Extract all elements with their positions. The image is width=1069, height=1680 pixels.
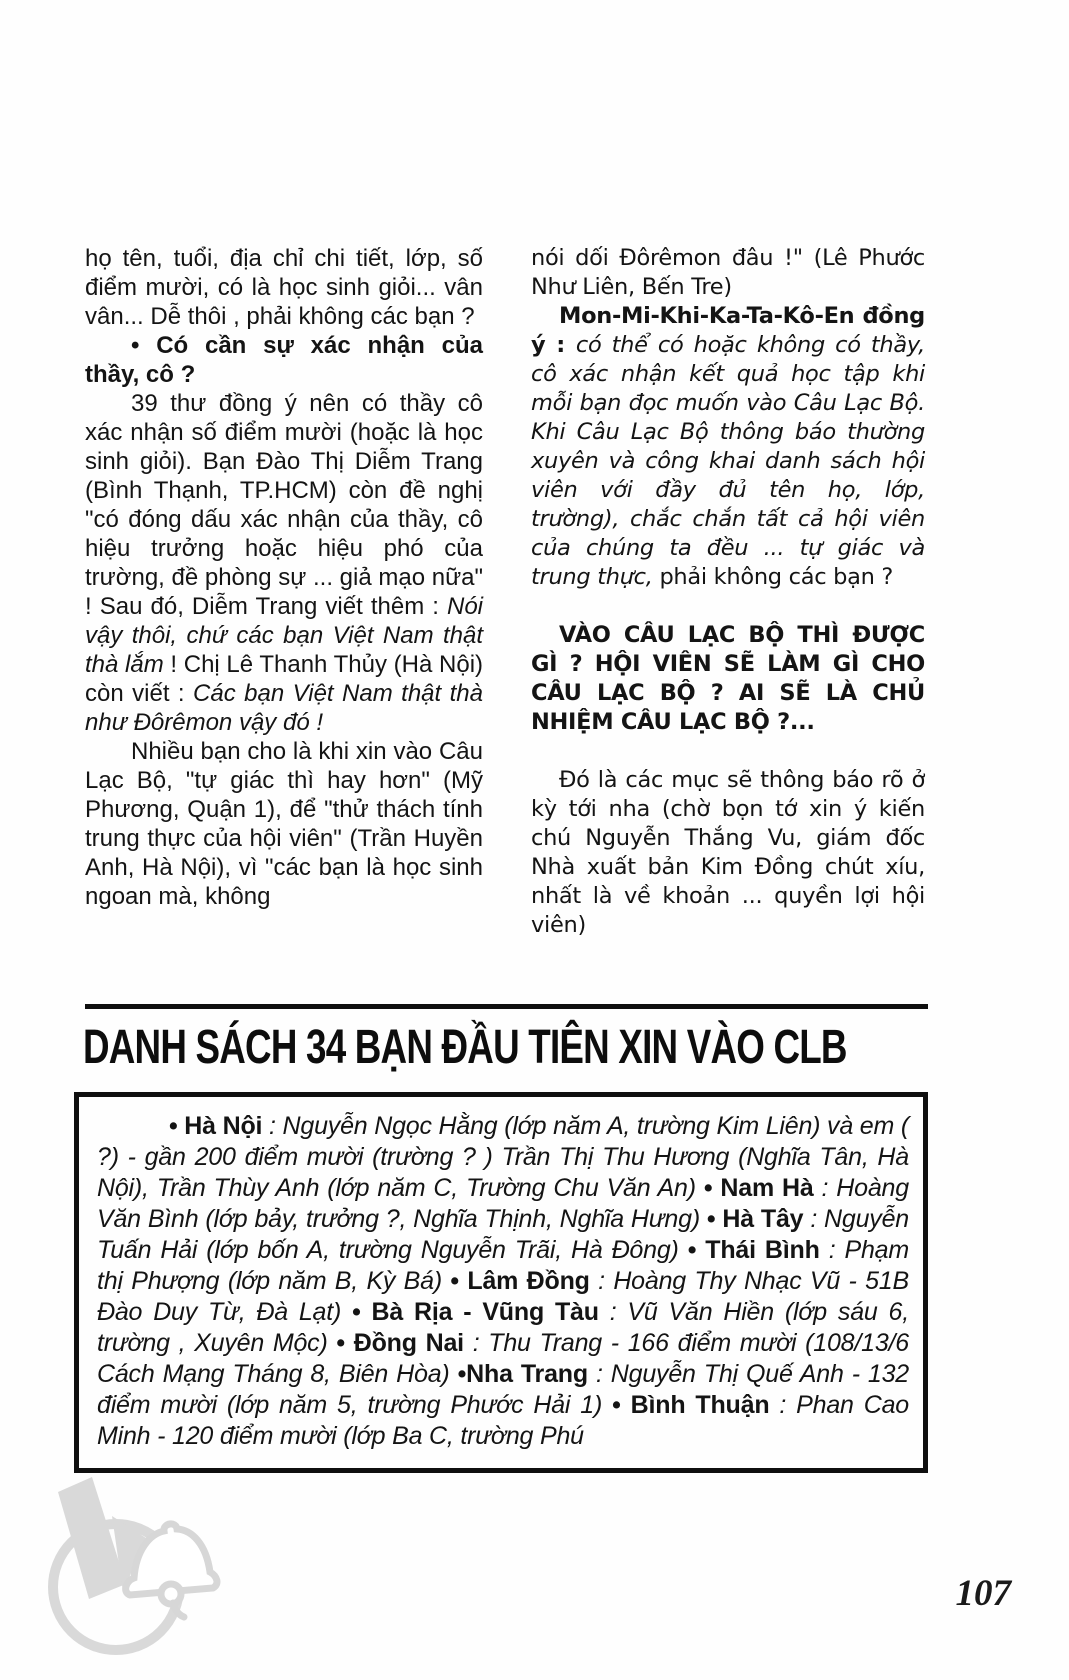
text-run: : Thu Trang - 166 điểm mười (108/13/6 Cách Mạng Tháng 8, Biên Hòa) — [97, 1329, 909, 1388]
text-run: : Vũ Văn Hiền (lớp sáu 6, trường , Xuyên Mộc) — [97, 1298, 909, 1357]
text-run: : Hoàng Thy Nhạc Vũ - 51B Đào Duy Từ, Đà Lạt) — [97, 1267, 909, 1326]
paragraph — [531, 766, 925, 940]
text-run: • Hà Tây — [706, 1205, 804, 1233]
text-run: : Nguyễn Ngọc Hằng (lớp năm A, trường Kim Liên) và em ( ?) - gần 200 điểm mười (trường ? ) Trần Thị Thu Hương (Nghĩa Tân, Hà Nội), Trần Thùy Anh (lớp năm C, Trường Chu Văn An) — [97, 1112, 909, 1202]
text-run: • Nam Hà — [703, 1174, 814, 1202]
text-run: • Lâm Đồng — [450, 1267, 590, 1295]
text-run: : Phan Cao Minh - 120 điểm mười (lớp Ba C, trường Phú — [97, 1391, 909, 1450]
text-run: • Bình Thuận — [612, 1391, 770, 1419]
text-run: : Hoàng Văn Bình (lớp bảy, trưởng ?, Nghĩa Thịnh, Nghĩa Hưng) — [97, 1174, 909, 1233]
text-run: VÀO CÂU LẠC BỘ THÌ ĐƯỢC GÌ ? HỘI VIÊN SẼ LÀM GÌ CHO CÂU LẠC BỘ ? AI SẼ LÀ CHỦ NHIỆM CÂU LẠC BỘ ?... — [531, 622, 925, 735]
horizontal-divider — [85, 1004, 928, 1009]
paragraph — [85, 244, 483, 331]
text-run: nói dối Đôrêmon đâu !" (Lê Phước Như Liên, Bến Tre) — [531, 245, 925, 300]
text-run: : Nguyễn Tuấn Hải (lớp bốn A, trường Nguyễn Trãi, Hà Đông) — [97, 1205, 909, 1264]
text-run: họ tên, tuổi, địa chỉ chi tiết, lớp, số điểm mười, có là học sinh giỏi... vân vân... Dễ thôi , phải không các bạn ? — [85, 245, 483, 330]
right-column — [531, 244, 925, 940]
paragraph — [531, 302, 925, 592]
text-run: 39 thư đồng ý nên có thầy cô xác nhận số điểm mười (hoặc là học sinh giỏi). Bạn Đào Thị Diễm Trang (Bình Thạnh, TP.HCM) còn đề nghị "có đóng dấu xác nhận của thầy, cô hiệu trưởng hoặc hiệu phó của trường, đề phòng sự ... giả mạo nữa" ! Sau đó, Diễm Trang viết thêm : — [85, 390, 484, 620]
left-column — [85, 244, 483, 940]
paragraph — [531, 244, 925, 302]
page-number: 107 — [955, 1573, 1011, 1614]
two-column-text-area — [85, 244, 925, 940]
paragraph — [85, 737, 483, 911]
text-run: •Nha Trang — [457, 1360, 588, 1388]
text-run: • Có cần sự xác nhận của thầy, cô ? — [85, 332, 483, 388]
text-run: phải không các bạn ? — [652, 564, 894, 590]
member-list-text — [97, 1111, 909, 1452]
text-run: : Nguyễn Thị Quế Anh - 132 điểm mười (lớp năm 5, trường Phước Hải 1) — [97, 1360, 910, 1419]
text-run: • Hà Nội — [169, 1112, 263, 1140]
club-logo-watermark — [36, 1468, 256, 1680]
paragraph-bullet-heading — [85, 331, 483, 389]
text-run: ! Chị Lê Thanh Thủy (Hà Nội) còn viết : — [85, 651, 484, 707]
text-run: Đó là các mục sẽ thông báo rõ ở kỳ tới nha (chờ bọn tớ xin ý kiến chú Nguyễn Thắng Vu, giám đốc Nhà xuất bản Kim Đồng chút xíu, nhất là về khoản ... quyền lợi hội viên) — [531, 767, 925, 938]
text-run: • Bà Rịa - Vũng Tàu — [352, 1298, 599, 1326]
text-run: Nhiều bạn cho là khi xin vào Câu Lạc Bộ, "tự giác thì hay hơn" (Mỹ Phương, Quận 1), để "thử thách tính trung thực của hội viên" (Trần Huyền Anh, Hà Nội), vì "các bạn là học sinh ngoan mà, không — [85, 738, 483, 910]
text-run: Các bạn Việt Nam thật thà như Đôrêmon vậy đó ! — [85, 680, 483, 736]
text-run: Mon-Mi-Khi-Ka-Ta-Kô-En đồng ý : — [531, 303, 925, 358]
paragraph — [85, 389, 483, 737]
text-run: : Phạm thị Phượng (lớp năm B, Kỳ Bá) — [97, 1236, 909, 1295]
text-run: Nói vậy thôi, chứ các bạn Việt Nam thật thà lắm — [85, 593, 483, 678]
text-run: có thể có hoặc không có thầy, cô xác nhận kết quả học tập khi mỗi bạn đọc muốn vào Câu Lạc Bộ. Khi Câu Lạc Bộ thông báo thường xuyên và công khai danh sách hội viên với đầy đủ tên họ, lớp, trường), chắc chắn tất cả hội viên của chúng ta đều ... tự giác và trung thực, — [531, 332, 925, 590]
paragraph-subheading — [531, 621, 925, 737]
text-run: • Đồng Nai — [336, 1329, 464, 1357]
text-run: • Thái Bình — [687, 1236, 820, 1264]
member-list-box — [74, 1092, 928, 1473]
section-heading: DANH SÁCH 34 BẠN ĐẦU TIÊN XIN VÀO CLB — [83, 1019, 847, 1074]
